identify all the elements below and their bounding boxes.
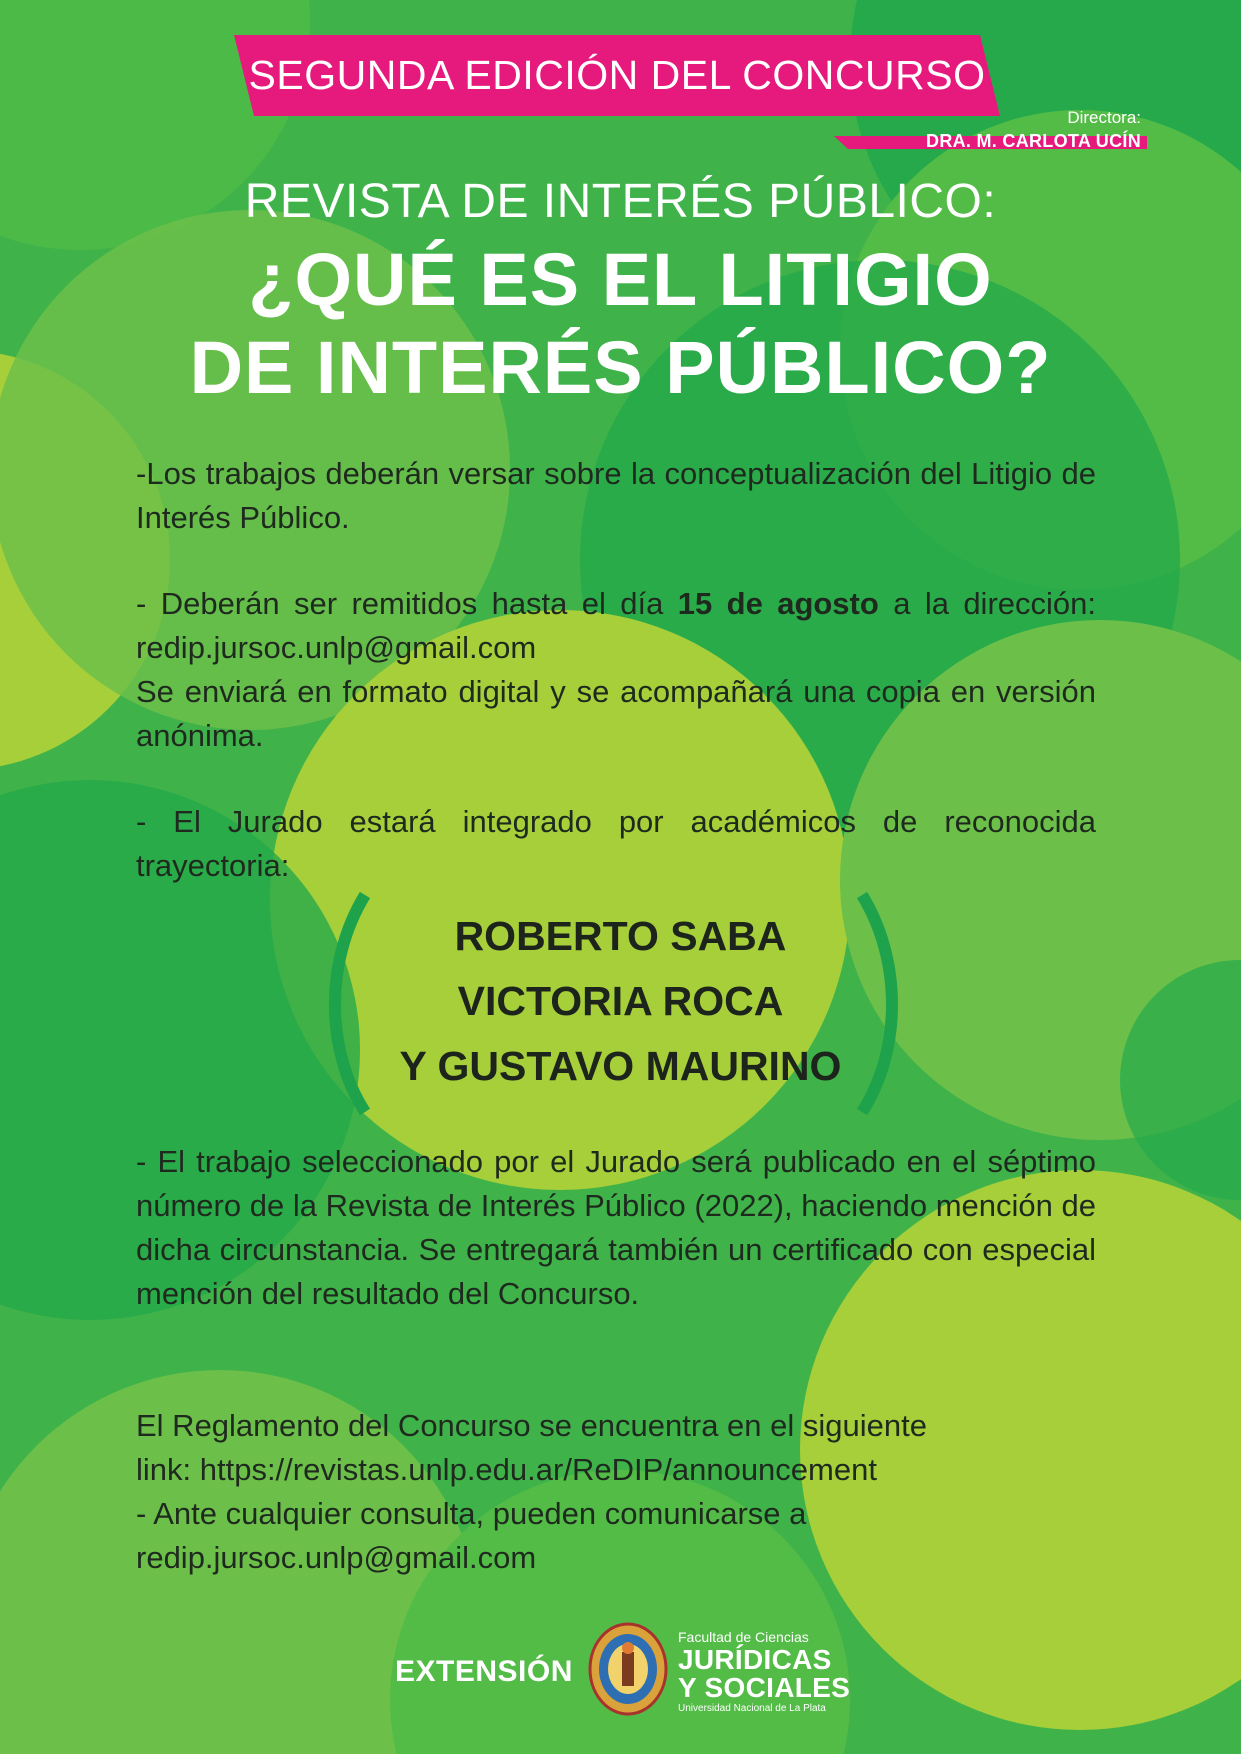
rules-paragraph: [136, 1404, 1096, 1580]
page-title: [0, 236, 1241, 412]
director-label: Directora:: [1067, 108, 1141, 127]
page-title-line-1: ¿QUÉ ES EL LITIGIO: [248, 238, 993, 321]
publication-text: - El trabajo seleccionado por el Jurado será publicado en el séptimo número de la Revista de Interés Público (2022), haciendo mención de dicha circunstancia. Se entregará también un certificado con especial mención del resultado del Concurso.: [136, 1144, 1096, 1311]
rules-link[interactable]: link: https://revistas.unlp.edu.ar/ReDIP/announcement: [136, 1452, 877, 1487]
topic-paragraph: [136, 452, 1096, 540]
contact-email-link[interactable]: redip.jursoc.unlp@gmail.com: [136, 1540, 537, 1575]
director-block: [1067, 108, 1141, 128]
jury-list: [0, 904, 1241, 1099]
format-text: Se enviará en formato digital y se acompañará una copia en versión anónima.: [136, 674, 1096, 753]
jury-intro-text: - El Jurado estará integrado por académicos de reconocida trayectoria:: [136, 804, 1096, 883]
faculty-small-text: Facultad de Ciencias: [678, 1629, 809, 1645]
rules-line-1: El Reglamento del Concurso se encuentra en el siguiente: [136, 1408, 927, 1443]
journal-title: REVISTA DE INTERÉS PÚBLICO:: [244, 175, 997, 228]
page-title-line-2: DE INTERÉS PÚBLICO?: [189, 326, 1052, 409]
contact-line-1: - Ante cualquier consulta, pueden comunicarse a: [136, 1496, 807, 1531]
extension-label: EXTENSIÓN: [395, 1655, 573, 1688]
deadline-post: a la dirección: redip.jursoc.unlp@gmail.com: [136, 586, 1096, 665]
deadline-pre: - Deberán ser remitidos hasta el día: [136, 586, 678, 621]
jury-member: VICTORIA ROCA: [457, 978, 784, 1024]
university-name: Universidad Nacional de La Plata: [678, 1703, 826, 1714]
jury-member: ROBERTO SABA: [454, 913, 787, 959]
faculty-logo: [678, 1628, 850, 1716]
jury-intro-paragraph: [136, 800, 1096, 888]
edition-banner-text: SEGUNDA EDICIÓN DEL CONCURSO: [248, 52, 986, 98]
deadline-paragraph: [136, 582, 1096, 758]
edition-banner: [234, 35, 1000, 116]
faculty-name-line-1: JURÍDICAS: [678, 1644, 832, 1675]
jury-member: Y GUSTAVO MAURINO: [399, 1043, 842, 1089]
director-name: DRA. M. CARLOTA UCÍN: [926, 131, 1141, 151]
faculty-name-line-2: Y SOCIALES: [678, 1672, 851, 1703]
topic-text: -Los trabajos deberán versar sobre la conceptualización del Litigio de Interés Público.: [136, 456, 1096, 535]
deadline-date: 15 de agosto: [677, 586, 879, 621]
university-seal-icon: [588, 1622, 668, 1716]
deadline-text: [136, 582, 1096, 670]
publication-paragraph: [136, 1140, 1096, 1316]
